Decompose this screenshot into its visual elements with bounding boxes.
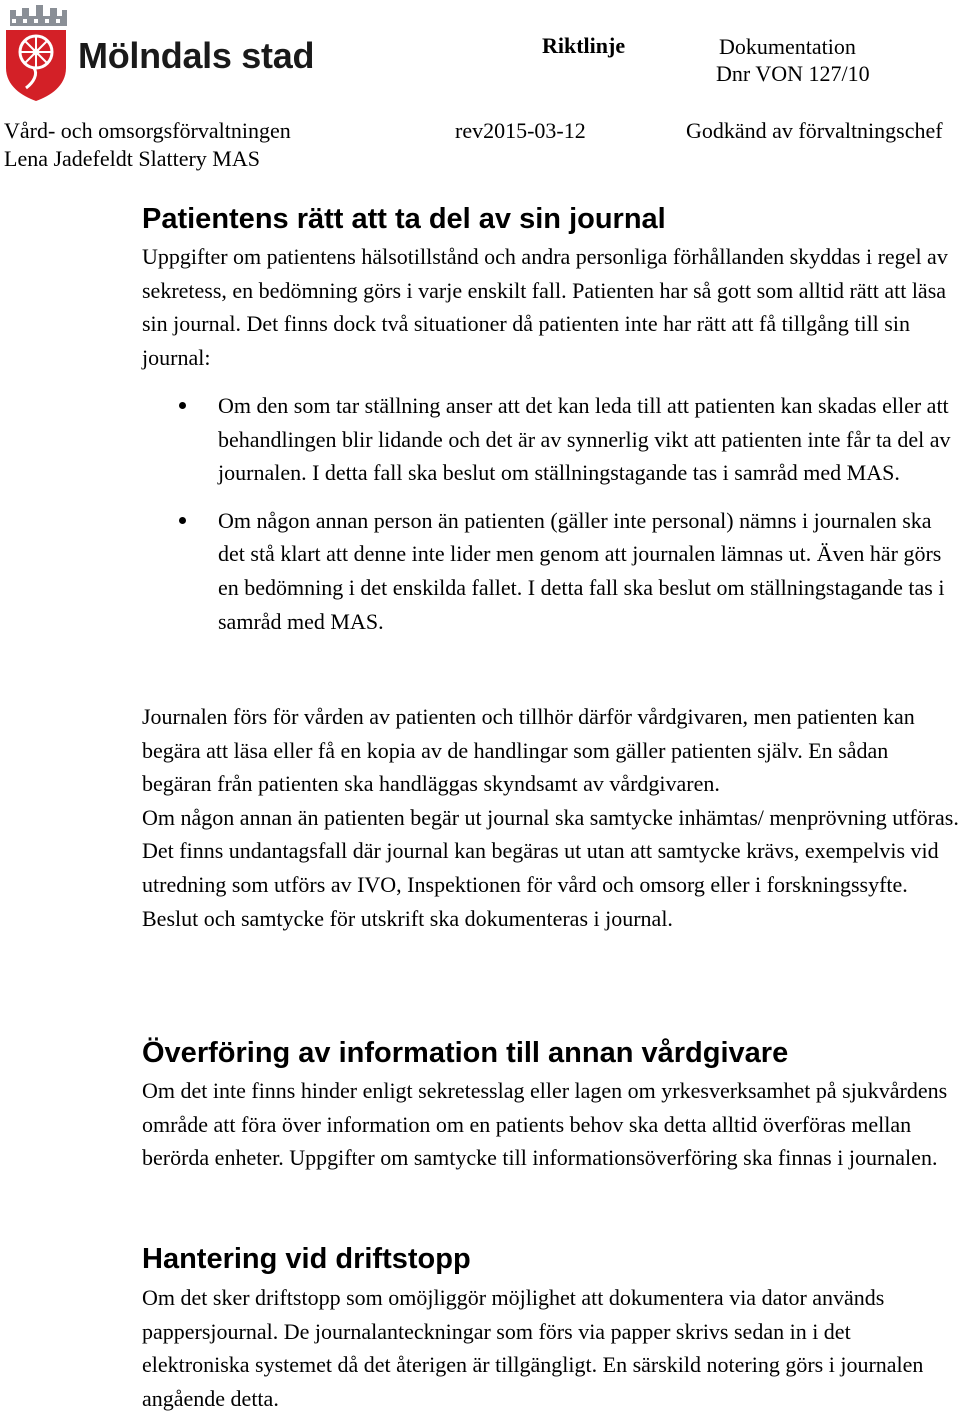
paragraph: Om det inte finns hinder enligt sekretesslag eller lagen om yrkesverksamhet på sjukvårdens område att föra över information om en patients behov ska detta alltid överföras mellan berörda enheter. Uppgifter om samtycke till informationsöverföring ska finnas i journalen. [142, 1078, 948, 1171]
doc-type: Riktlinje [542, 33, 626, 58]
paragraph: Journalen förs för vården av patienten och tillhör därför vårdgivaren, men patienten kan begära att läsa eller få en kopia av de handlingar som gäller patienten själv. En sådan begäran från patienten ska handläggas skyndsamt av vårdgivaren. [142, 704, 915, 797]
section-body [142, 240, 960, 374]
logo-text: Mölndals stad [78, 35, 315, 76]
bullet-list [150, 389, 960, 638]
section-heading: Överföring av information till annan vårdgivare [142, 1037, 789, 1069]
section-heading: Hantering vid driftstopp [142, 1243, 471, 1275]
list-item [150, 504, 960, 638]
bullet-icon [179, 517, 186, 524]
section-body [142, 700, 960, 935]
list-item-text: Om den som tar ställning anser att det kan leda till att patienten kan skadas eller att behandlingen blir lidande och det är av synnerlig vikt att patienten inte får ta del av journalen. I detta fall ska beslut om ställningstagande tas i samråd med MAS. [218, 393, 951, 486]
paragraph: Om det sker driftstopp som omöjliggör möjlighet att dokumentera via dator används pappersjournal. De journalanteckningar som förs via papper skrivs sedan in i det elektroniska systemet då det återigen är tillgängligt. En särskild notering görs i journalen angående detta. [142, 1285, 924, 1411]
bullet-icon [179, 402, 186, 409]
section-body [142, 1281, 960, 1415]
paragraph: Uppgifter om patientens hälsotillstånd och andra personliga förhållanden skyddas i regel av sekretess, en bedömning görs i varje enskilt fall. Patienten har så gott som alltid rätt att läsa sin journal. Det finns dock två situationer då patienten inte har rätt att få tillgång till sin journal: [142, 244, 948, 370]
list-item-text: Om någon annan person än patienten (gäller inte personal) nämns i journalen ska det stå klart att denne inte lider men genom att journalen lämnas ut. Även här görs en bedömning i det enskilda fallet. I detta fall ska beslut om ställningstagande tas i samråd med MAS. [218, 507, 945, 634]
section-body [142, 1074, 960, 1175]
revision-date: rev2015-03-12 [455, 118, 586, 143]
author: Lena Jadefeldt Slattery MAS [4, 146, 260, 171]
doc-kind: Dokumentation [719, 34, 856, 59]
department: Vård- och omsorgsförvaltningen [4, 118, 291, 143]
municipality-crest-icon [4, 2, 68, 102]
doc-number: Dnr VON 127/10 [716, 61, 870, 86]
paragraph: Om någon annan än patienten begär ut journal ska samtycke inhämtas/ menprövning utföras. Det finns undantagsfall där journal kan begäras ut utan att samtycke krävs, exempelvis vid utredning som utförs av IVO, Inspektionen för vård och omsorg eller i forskningssyfte. Beslut och samtycke för utskrift ska dokumenteras i journal. [142, 804, 959, 931]
section-heading: Patientens rätt att ta del av sin journal [142, 203, 666, 235]
approval-note: Godkänd av förvaltningschef [686, 118, 943, 143]
list-item [150, 389, 960, 490]
